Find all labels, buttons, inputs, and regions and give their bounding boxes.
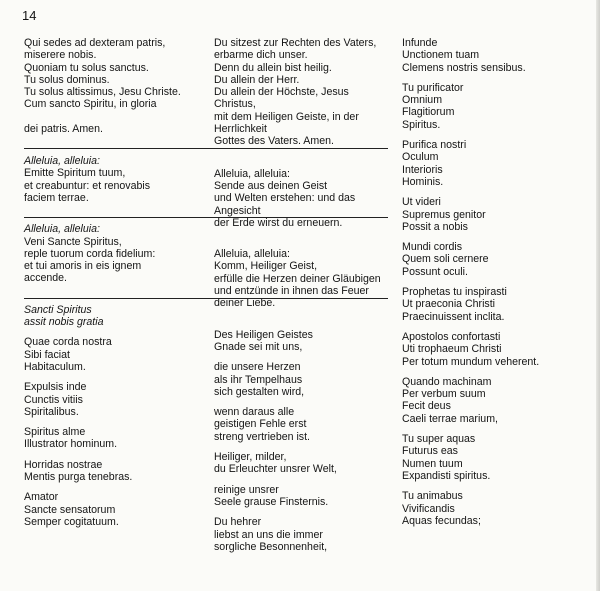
latin-stanza-5: Amator Sancte sensatorum Semper cogitatuum. bbox=[24, 491, 119, 528]
latin-alleluia-2-text: Veni Sancte Spiritus, reple tuorum corda fidelium: et tui amoris in eis ignem accende. bbox=[24, 235, 156, 285]
page-edge bbox=[596, 0, 600, 591]
latin-gloria-ending: dei patris. Amen. bbox=[24, 122, 103, 135]
german-stanza-4: reinige unsrer Seele grause Finsternis. bbox=[214, 483, 329, 508]
latin-cont-stanza-1: Infunde Unctionem tuam Clemens nostris sensibus. bbox=[402, 37, 526, 74]
latin-stanza-2: Expulsis inde Cunctis vitiis Spiritalibus. bbox=[24, 381, 87, 418]
german-gloria-text: Du sitzest zur Rechten des Vaters, erbarme dich unser. Denn du allein bist heilig. Du allein der Herr. Du allein der Höchste, Jesus Christus, mit dem Heiligen Geiste, in der Herrlichkeit Gottes des Vaters. Amen. bbox=[214, 37, 377, 148]
latin-cont-stanza-5: Mundi cordis Quem soli cernere Possunt oculi. bbox=[402, 241, 489, 278]
latin-cont-stanza-8: Quando machinam Per verbum suum Fecit deus Caeli terrae marium, bbox=[402, 375, 498, 425]
page-number: 14 bbox=[22, 8, 37, 23]
latin-cont-stanza-6: Prophetas tu inspirasti Ut praeconia Christi Praecinuissent inclita. bbox=[402, 286, 507, 323]
latin-cont-stanza-3: Purifica nostri Oculum Interioris Hominis. bbox=[402, 139, 467, 188]
latin-stanza-3: Spiritus alme Illustrator hominum. bbox=[24, 426, 118, 451]
latin-sequence-heading: Sancti Spiritus assit nobis gratia bbox=[24, 303, 104, 329]
divider-rule bbox=[24, 298, 388, 299]
latin-gloria-text: Qui sedes ad dexteram patris, miserere nobis. Quoniam tu solus sanctus. Tu solus dominus. Tu solus altissimus, Jesu Christe. Cum sancto Spiritu, in gloria bbox=[24, 37, 181, 111]
divider-rule bbox=[24, 148, 388, 149]
german-sequence-heading: Des Heiligen Geistes Gnade sei mit uns, bbox=[214, 328, 313, 353]
german-stanza-3: Heiliger, milder, du Erleuchter unsrer Welt, bbox=[214, 451, 337, 476]
german-alleluia-1: Alleluia, alleluia: Sende aus deinen Geist und Welten erstehen: und das Angesicht der Erde wirst du erneuern. bbox=[214, 167, 356, 229]
german-stanza-2: wenn daraus alle geistigen Fehle erst streng vertrieben ist. bbox=[214, 406, 310, 443]
latin-cont-stanza-9: Tu super aquas Futurus eas Numen tuum Expandisti spiritus. bbox=[402, 433, 491, 482]
divider-rule bbox=[24, 217, 388, 218]
latin-column bbox=[24, 37, 199, 528]
latin-stanza-1: Quae corda nostra Sibi faciat Habitaculum. bbox=[24, 336, 112, 373]
latin-alleluia-1-text: Emitte Spiritum tuum, et creabuntur: et renovabis faciem terrae. bbox=[24, 167, 151, 204]
german-stanza-1: die unsere Herzen als ihr Tempelhaus sich gestalten wird, bbox=[214, 361, 305, 398]
latin-cont-stanza-4: Ut videri Supremus genitor Possit a nobis bbox=[402, 196, 486, 233]
latin-continued-column bbox=[402, 37, 582, 527]
latin-alleluia-1-heading: Alleluia, alleluia: bbox=[24, 155, 100, 168]
latin-cont-stanza-2: Tu purificator Omnium Flagitiorum Spiritus. bbox=[402, 81, 464, 131]
german-alleluia-2: Alleluia, alleluia: Komm, Heiliger Geist, erfülle die Herzen deiner Gläubigen und entzünde in ihnen das Feuer deiner Liebe. bbox=[214, 248, 381, 310]
latin-alleluia-2-heading: Alleluia, alleluia: bbox=[24, 223, 100, 236]
german-column bbox=[214, 37, 389, 553]
german-stanza-5: Du hehrer liebst an uns die immer sorgliche Besonnenheit, bbox=[214, 516, 328, 553]
latin-cont-stanza-10: Tu animabus Vivificandis Aquas fecundas; bbox=[402, 490, 481, 527]
latin-cont-stanza-7: Apostolos confortasti Uti trophaeum Christi Per totum mundum veherent. bbox=[402, 330, 540, 368]
latin-stanza-4: Horridas nostrae Mentis purga tenebras. bbox=[24, 458, 133, 484]
